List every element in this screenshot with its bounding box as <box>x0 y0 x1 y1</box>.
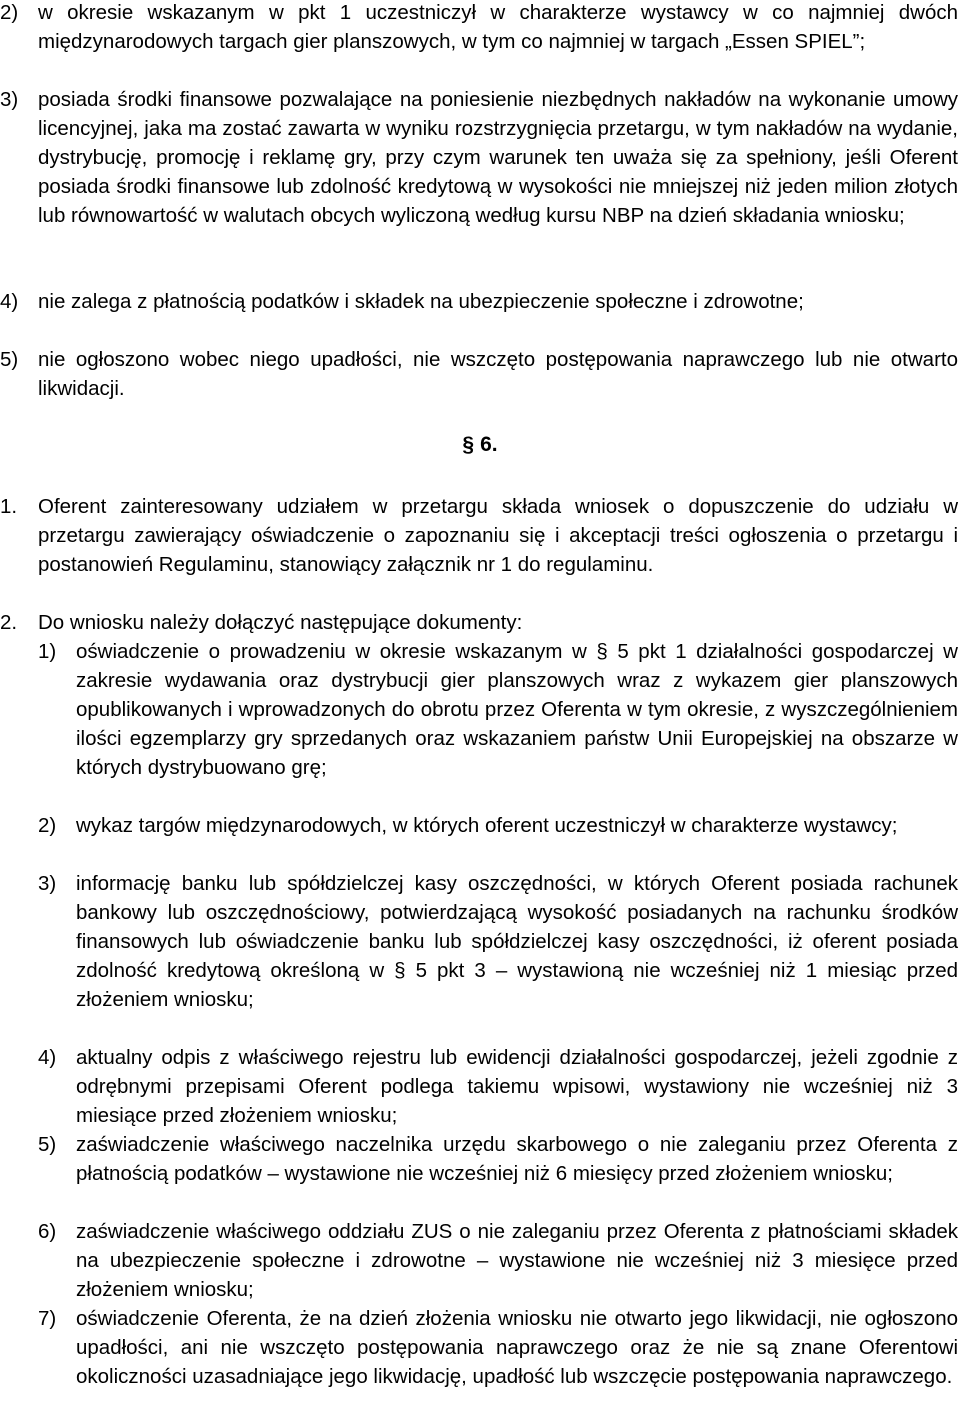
section-heading <box>0 430 960 459</box>
list-item <box>38 1043 958 1130</box>
paragraph-text: Do wniosku należy dołączyć następujące dokumenty: <box>38 611 523 634</box>
list-item <box>0 0 958 56</box>
list-item-text: w okresie wskazanym w pkt 1 uczestniczył w charakterze wystawcy w co najmniej dwóch międzynarodowych targach gier planszowych, w tym co najmniej w targach „Essen SPIEL”; <box>38 1 958 53</box>
section-number: 6. <box>480 433 498 456</box>
list-item <box>38 869 958 1014</box>
list-item <box>38 1304 958 1391</box>
paragraph <box>0 608 958 637</box>
list-item-number: 4) <box>0 290 19 313</box>
list-item-number: 5) <box>38 1133 57 1156</box>
paragraph-text: Oferent zainteresowany udziałem w przetargu składa wniosek o dopuszczenie do udziału w przetargu zawierający oświadczenie o zapoznaniu się i akceptacji treści ogłoszenia o przetargu i postanowień Regulaminu, stanowiący załącznik nr 1 do regulaminu. <box>38 495 958 576</box>
list-item <box>38 637 958 782</box>
list-item <box>38 1130 958 1188</box>
list-item <box>38 811 958 840</box>
section-symbol: § <box>462 433 475 456</box>
list-item <box>0 287 958 316</box>
list-item-number: 4) <box>38 1046 57 1069</box>
list-item-number: 6) <box>38 1220 57 1243</box>
list-item-number: 2) <box>0 1 19 24</box>
list-item-number: 5) <box>0 348 19 371</box>
list-item-text: posiada środki finansowe pozwalające na poniesienie niezbędnych nakładów na wykonanie umowy licencyjnej, jaka ma zostać zawarta w wyniku rozstrzygnięcia przetargu, w tym nakładów na wydanie, dystrybucję, promocję i reklamę gry, przy czym warunek ten uważa się za spełniony, jeśli Oferent posiada środki finansowe lub zdolność kredytową w wysokości nie mniejszej niż jeden milion złotych lub równowartość w walutach obcych wyliczoną według kursu NBP na dzień składania wniosku; <box>38 88 958 227</box>
list-item <box>0 85 958 230</box>
list-item-text: nie zalega z płatnością podatków i składek na ubezpieczenie społeczne i zdrowotne; <box>38 290 804 313</box>
list-item-text: wykaz targów międzynarodowych, w których oferent uczestniczył w charakterze wystawcy; <box>76 814 898 837</box>
list-item-text: zaświadczenie właściwego oddziału ZUS o nie zaleganiu przez Oferenta z płatnościami składek na ubezpieczenie społeczne i zdrowotne – wystawione nie wcześniej niż 3 miesięce przed złożeniem wniosku; <box>76 1220 958 1301</box>
list-item-number: 3) <box>38 872 57 895</box>
list-item-text: aktualny odpis z właściwego rejestru lub ewidencji działalności gospodarczej, jeżeli zgodnie z odrębnymi przepisami Oferent podlega takiemu wpisowi, wystawiony nie wcześniej niż 3 miesiące przed złożeniem wniosku; <box>76 1046 958 1127</box>
list-item <box>0 345 958 403</box>
list-item-number: 3) <box>0 88 19 111</box>
list-item <box>38 1217 958 1304</box>
list-item-number: 2) <box>38 814 57 837</box>
list-item-text: nie ogłoszono wobec niego upadłości, nie wszczęto postępowania naprawczego lub nie otwarto likwidacji. <box>38 348 958 400</box>
paragraph-number: 1. <box>0 495 18 518</box>
list-item-text: oświadczenie o prowadzeniu w okresie wskazanym w § 5 pkt 1 działalności gospodarczej w zakresie wydawania oraz dystrybucji gier planszowych wraz z wykazem gier planszowych opublikowanych i wprowadzonych do obrotu przez Oferenta w tym okresie, z wyszczególnieniem ilości egzemplarzy gry sprzedanych oraz wskazaniem państw Unii Europejskiej na obszarze w których dystrybuowano grę; <box>76 640 958 779</box>
list-item-number: 7) <box>38 1307 57 1330</box>
list-item-number: 1) <box>38 640 57 663</box>
list-item-text: oświadczenie Oferenta, że na dzień złożenia wniosku nie otwarto jego likwidacji, nie ogłoszono upadłości, ani nie wszczęto postępowania naprawczego oraz że nie są znane Oferentowi okoliczności uzasadniające jego likwidację, upadłość lub wszczęcie postępowania naprawczego. <box>76 1307 958 1388</box>
list-item-text: zaświadczenie właściwego naczelnika urzędu skarbowego o nie zaleganiu przez Oferenta z płatnością podatków – wystawione nie wcześniej niż 6 miesięcy przed złożeniem wniosku; <box>76 1133 958 1185</box>
paragraph <box>0 492 958 579</box>
paragraph-number: 2. <box>0 611 18 634</box>
list-item-text: informację banku lub spółdzielczej kasy oszczędności, w których Oferent posiada rachunek bankowy lub oszczędnościowy, potwierdzającą wysokość posiadanych na rachunku środków finansowych lub oświadczenie banku lub spółdzielczej kasy oszczędności, iż oferent posiada zdolność kredytową określoną w § 5 pkt 3 – wystawioną nie wcześniej niż 1 miesiąc przed złożeniem wniosku; <box>76 872 958 1011</box>
